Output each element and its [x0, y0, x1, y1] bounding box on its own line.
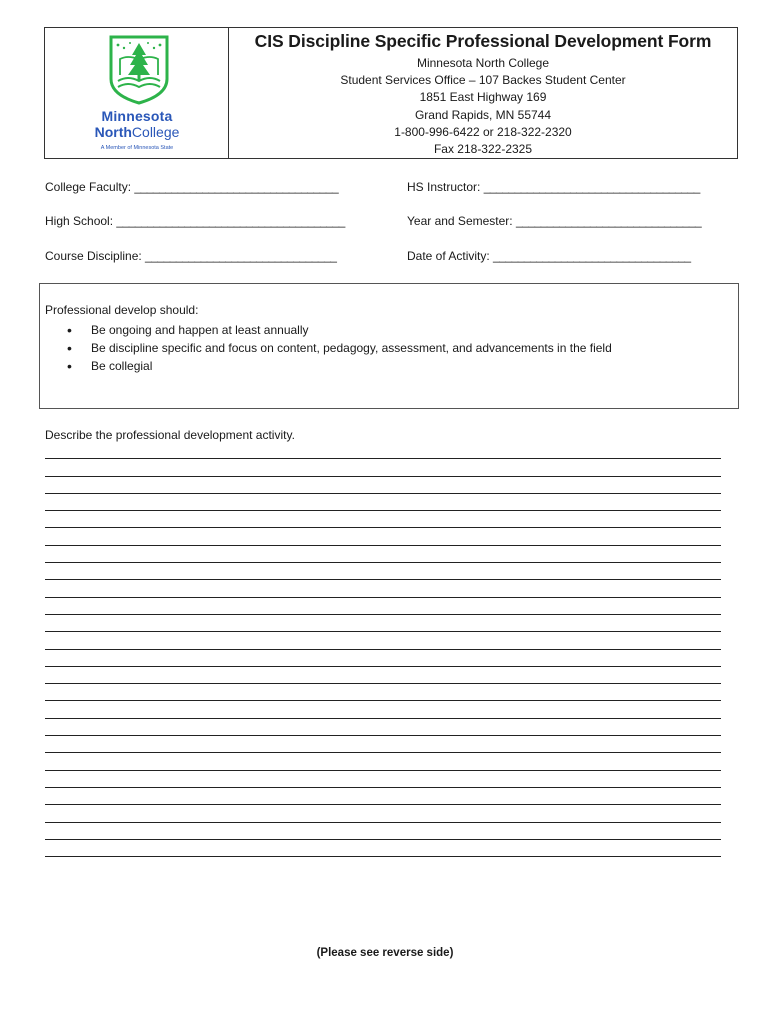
answer-line[interactable]	[45, 774, 721, 791]
guidelines-list	[64, 321, 612, 375]
answer-line[interactable]	[45, 704, 721, 721]
header-info	[229, 28, 737, 158]
logo-cell	[45, 28, 229, 158]
footer-note: (Please see reverse side)	[316, 947, 454, 959]
hs-instructor-blank[interactable]: ___________________________________	[483, 180, 700, 194]
description-answer-area[interactable]	[45, 445, 721, 860]
answer-line[interactable]	[45, 756, 721, 773]
logo-name-college: College	[131, 124, 180, 140]
address-line: Student Services Office – 107 Backes Student Center	[340, 73, 626, 88]
guideline-item: • Be ongoing and happen at least annually	[64, 321, 612, 339]
answer-line[interactable]	[45, 566, 721, 583]
answer-line[interactable]	[45, 601, 721, 618]
guidelines-title: Professional develop should:	[45, 303, 199, 317]
logo-name-north: North	[94, 124, 132, 140]
answer-line[interactable]	[45, 480, 721, 497]
logo-name-line1: Minnesota	[101, 108, 173, 124]
date-of-activity-label: Date of Activity:	[407, 249, 490, 263]
answer-line[interactable]	[45, 653, 721, 670]
answer-line[interactable]	[45, 843, 721, 860]
guideline-item: • Be discipline specific and focus on content, pedagogy, assessment, and advancements in the field	[64, 339, 612, 357]
answer-line[interactable]	[45, 808, 721, 825]
course-discipline-label: Course Discipline:	[45, 249, 142, 263]
high-school-label: High School:	[45, 214, 114, 228]
answer-line[interactable]	[45, 826, 721, 843]
year-semester-field[interactable]	[407, 214, 701, 228]
hs-instructor-field[interactable]	[407, 180, 700, 194]
college-faculty-label: College Faculty:	[45, 180, 132, 194]
answer-line[interactable]	[45, 462, 721, 479]
guideline-item: • Be collegial	[64, 357, 612, 375]
description-label: Describe the professional development activity.	[45, 428, 295, 442]
address-line: Grand Rapids, MN 55744	[414, 107, 552, 122]
year-semester-blank[interactable]: ______________________________	[515, 214, 702, 228]
course-discipline-field[interactable]	[45, 249, 336, 263]
answer-line[interactable]	[45, 722, 721, 739]
answer-line[interactable]	[45, 687, 721, 704]
shield-tree-book-icon	[108, 35, 170, 105]
answer-line[interactable]	[45, 497, 721, 514]
address-block	[229, 55, 737, 158]
date-of-activity-blank[interactable]: ________________________________	[493, 249, 691, 263]
high-school-field[interactable]	[45, 214, 345, 228]
answer-line[interactable]	[45, 670, 721, 687]
form-title: CIS Discipline Specific Professional Development Form	[254, 31, 712, 51]
answer-line[interactable]	[45, 445, 721, 462]
answer-line[interactable]	[45, 549, 721, 566]
high-school-blank[interactable]: _____________________________________	[116, 214, 345, 228]
answer-line[interactable]	[45, 618, 721, 635]
answer-line[interactable]	[45, 635, 721, 652]
guidelines-box	[39, 283, 739, 409]
answer-line[interactable]	[45, 739, 721, 756]
date-of-activity-field[interactable]	[407, 249, 691, 263]
answer-line[interactable]	[45, 791, 721, 808]
address-line: Minnesota North College	[416, 56, 550, 70]
form-header	[44, 27, 738, 159]
answer-line[interactable]	[45, 514, 721, 531]
year-semester-label: Year and Semester:	[407, 214, 513, 228]
logo-tagline: A Member of Minnesota State	[100, 145, 174, 151]
college-faculty-blank[interactable]: _________________________________	[134, 180, 339, 194]
course-discipline-blank[interactable]: _______________________________	[145, 249, 337, 263]
answer-line[interactable]	[45, 531, 721, 548]
phone-line: 1-800-996-6422 or 218-322-2320	[394, 124, 572, 139]
logo-name-line2	[45, 124, 229, 140]
fax-line: Fax 218-322-2325	[433, 142, 533, 157]
hs-instructor-label: HS Instructor:	[407, 180, 481, 194]
address-line: 1851 East Highway 169	[419, 90, 547, 105]
college-faculty-field[interactable]	[45, 180, 338, 194]
answer-line[interactable]	[45, 583, 721, 600]
